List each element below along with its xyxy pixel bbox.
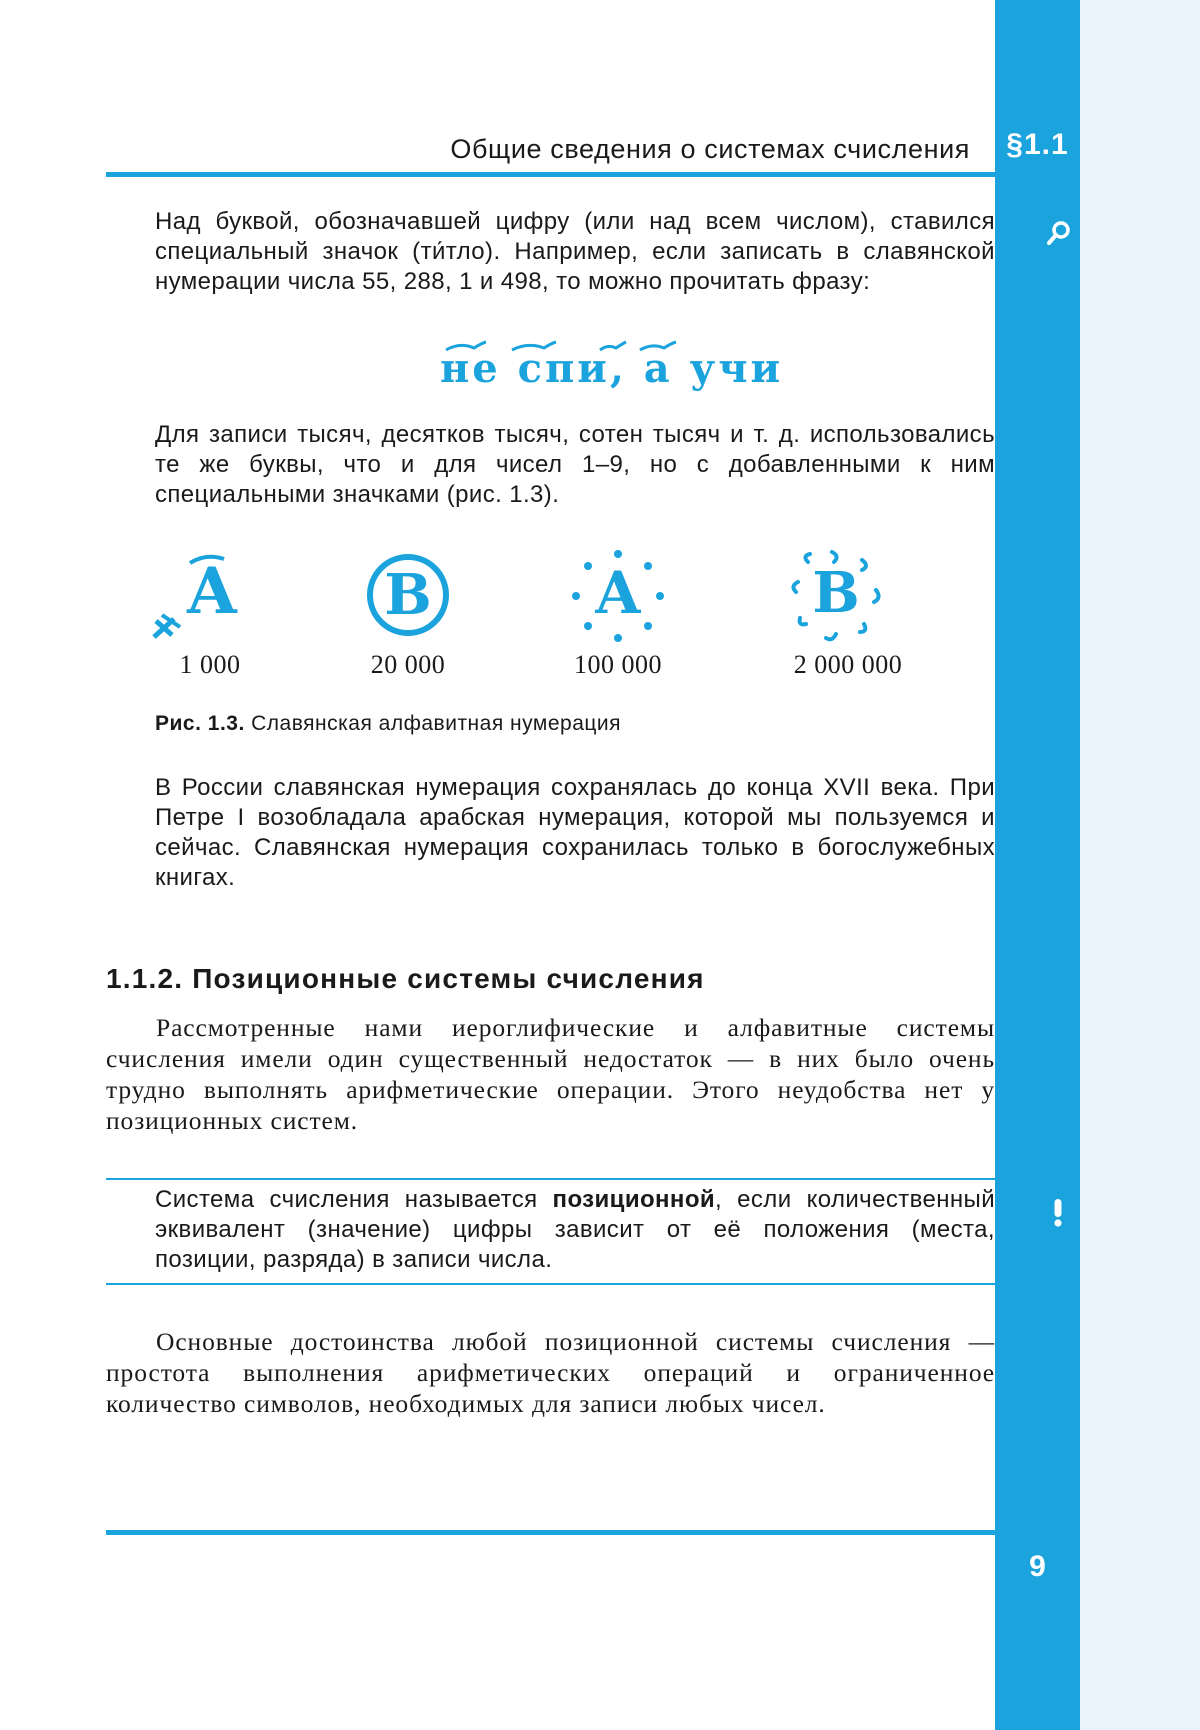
footer-rule xyxy=(106,1530,995,1535)
figure-number: 2 000 000 xyxy=(793,650,903,679)
section-tag: §1.1 xyxy=(1006,128,1069,161)
page-number: 9 xyxy=(1029,1550,1046,1583)
figure-thousand xyxy=(150,545,250,645)
figure-caption-text: Славянская алфавитная нумерация xyxy=(251,712,622,735)
figure-number: 100 000 xyxy=(574,650,662,679)
magnifier-icon xyxy=(1038,214,1078,254)
titlo-marks xyxy=(440,340,720,354)
definition-top-rule xyxy=(106,1178,995,1180)
running-header-title: Общие сведения о системах счисления xyxy=(450,134,970,164)
paragraph-titlo: Над буквой, обозначавшей цифру (или над всем числом), ставился специальный значок (ти́тло). Например, если записать в славянской нумерации числа 55, 288, 1 и 498, то можно прочитать фразу: xyxy=(155,208,995,295)
paragraph-history: В России славянская нумерация сохранялась до конца XVII века. При Петре I возобладала арабская нумерация, которой мы пользуемся и сейчас. Славянская нумерация сохранилась только в богослужебных книгах. xyxy=(155,774,995,891)
figure-caption xyxy=(155,712,621,736)
figure-number: 1 000 xyxy=(179,650,241,679)
glyph-v: В xyxy=(812,560,860,626)
subsection-title: 1.1.2. Позиционные системы счисления xyxy=(106,963,705,994)
definition-text-before: Система счисления называется xyxy=(155,1186,553,1213)
figure-caption-label: Рис. 1.3. xyxy=(155,712,245,735)
paragraph-drawbacks: Рассмотренные нами иероглифические и алфавитные системы счисления имели один существенный недостаток — в них было очень трудно выполнять арифметические операции. Этого неудобства нет у позиционных систем. xyxy=(106,1013,995,1135)
figure-hundred-thousand xyxy=(570,548,666,644)
definition-bottom-rule xyxy=(106,1283,995,1285)
paragraph-advantages: Основные достоинства любой позиционной системы счисления — простота выполнения арифметических операций и ограниченное количество символов, необходимых для записи любых чисел. xyxy=(106,1327,995,1418)
glyph-v: В xyxy=(384,562,432,628)
exclamation-icon xyxy=(1038,1192,1078,1232)
section-color-band xyxy=(995,0,1080,1730)
slavonic-phrase: не спи, а учи xyxy=(440,345,784,392)
figure-ten-thousand xyxy=(365,552,451,638)
figure-million xyxy=(788,548,884,644)
header-rule xyxy=(106,172,1080,177)
definition-box xyxy=(155,1185,995,1275)
definition-term: позиционной xyxy=(552,1186,716,1213)
glyph-a: А xyxy=(594,559,642,627)
glyph-a: А xyxy=(186,554,239,629)
definition-text-after: , если количественный эквивалент (значение) цифры зависит от её положения (места, позиции, разряда) в записи числа. xyxy=(155,1186,996,1273)
figure-number: 20 000 xyxy=(370,650,446,679)
paragraph-thousands: Для записи тысяч, десятков тысяч, сотен тысяч и т. д. использовались те же буквы, что и для чисел 1–9, но с добавленными к ним специальными значками (рис. 1.3). xyxy=(155,421,995,508)
